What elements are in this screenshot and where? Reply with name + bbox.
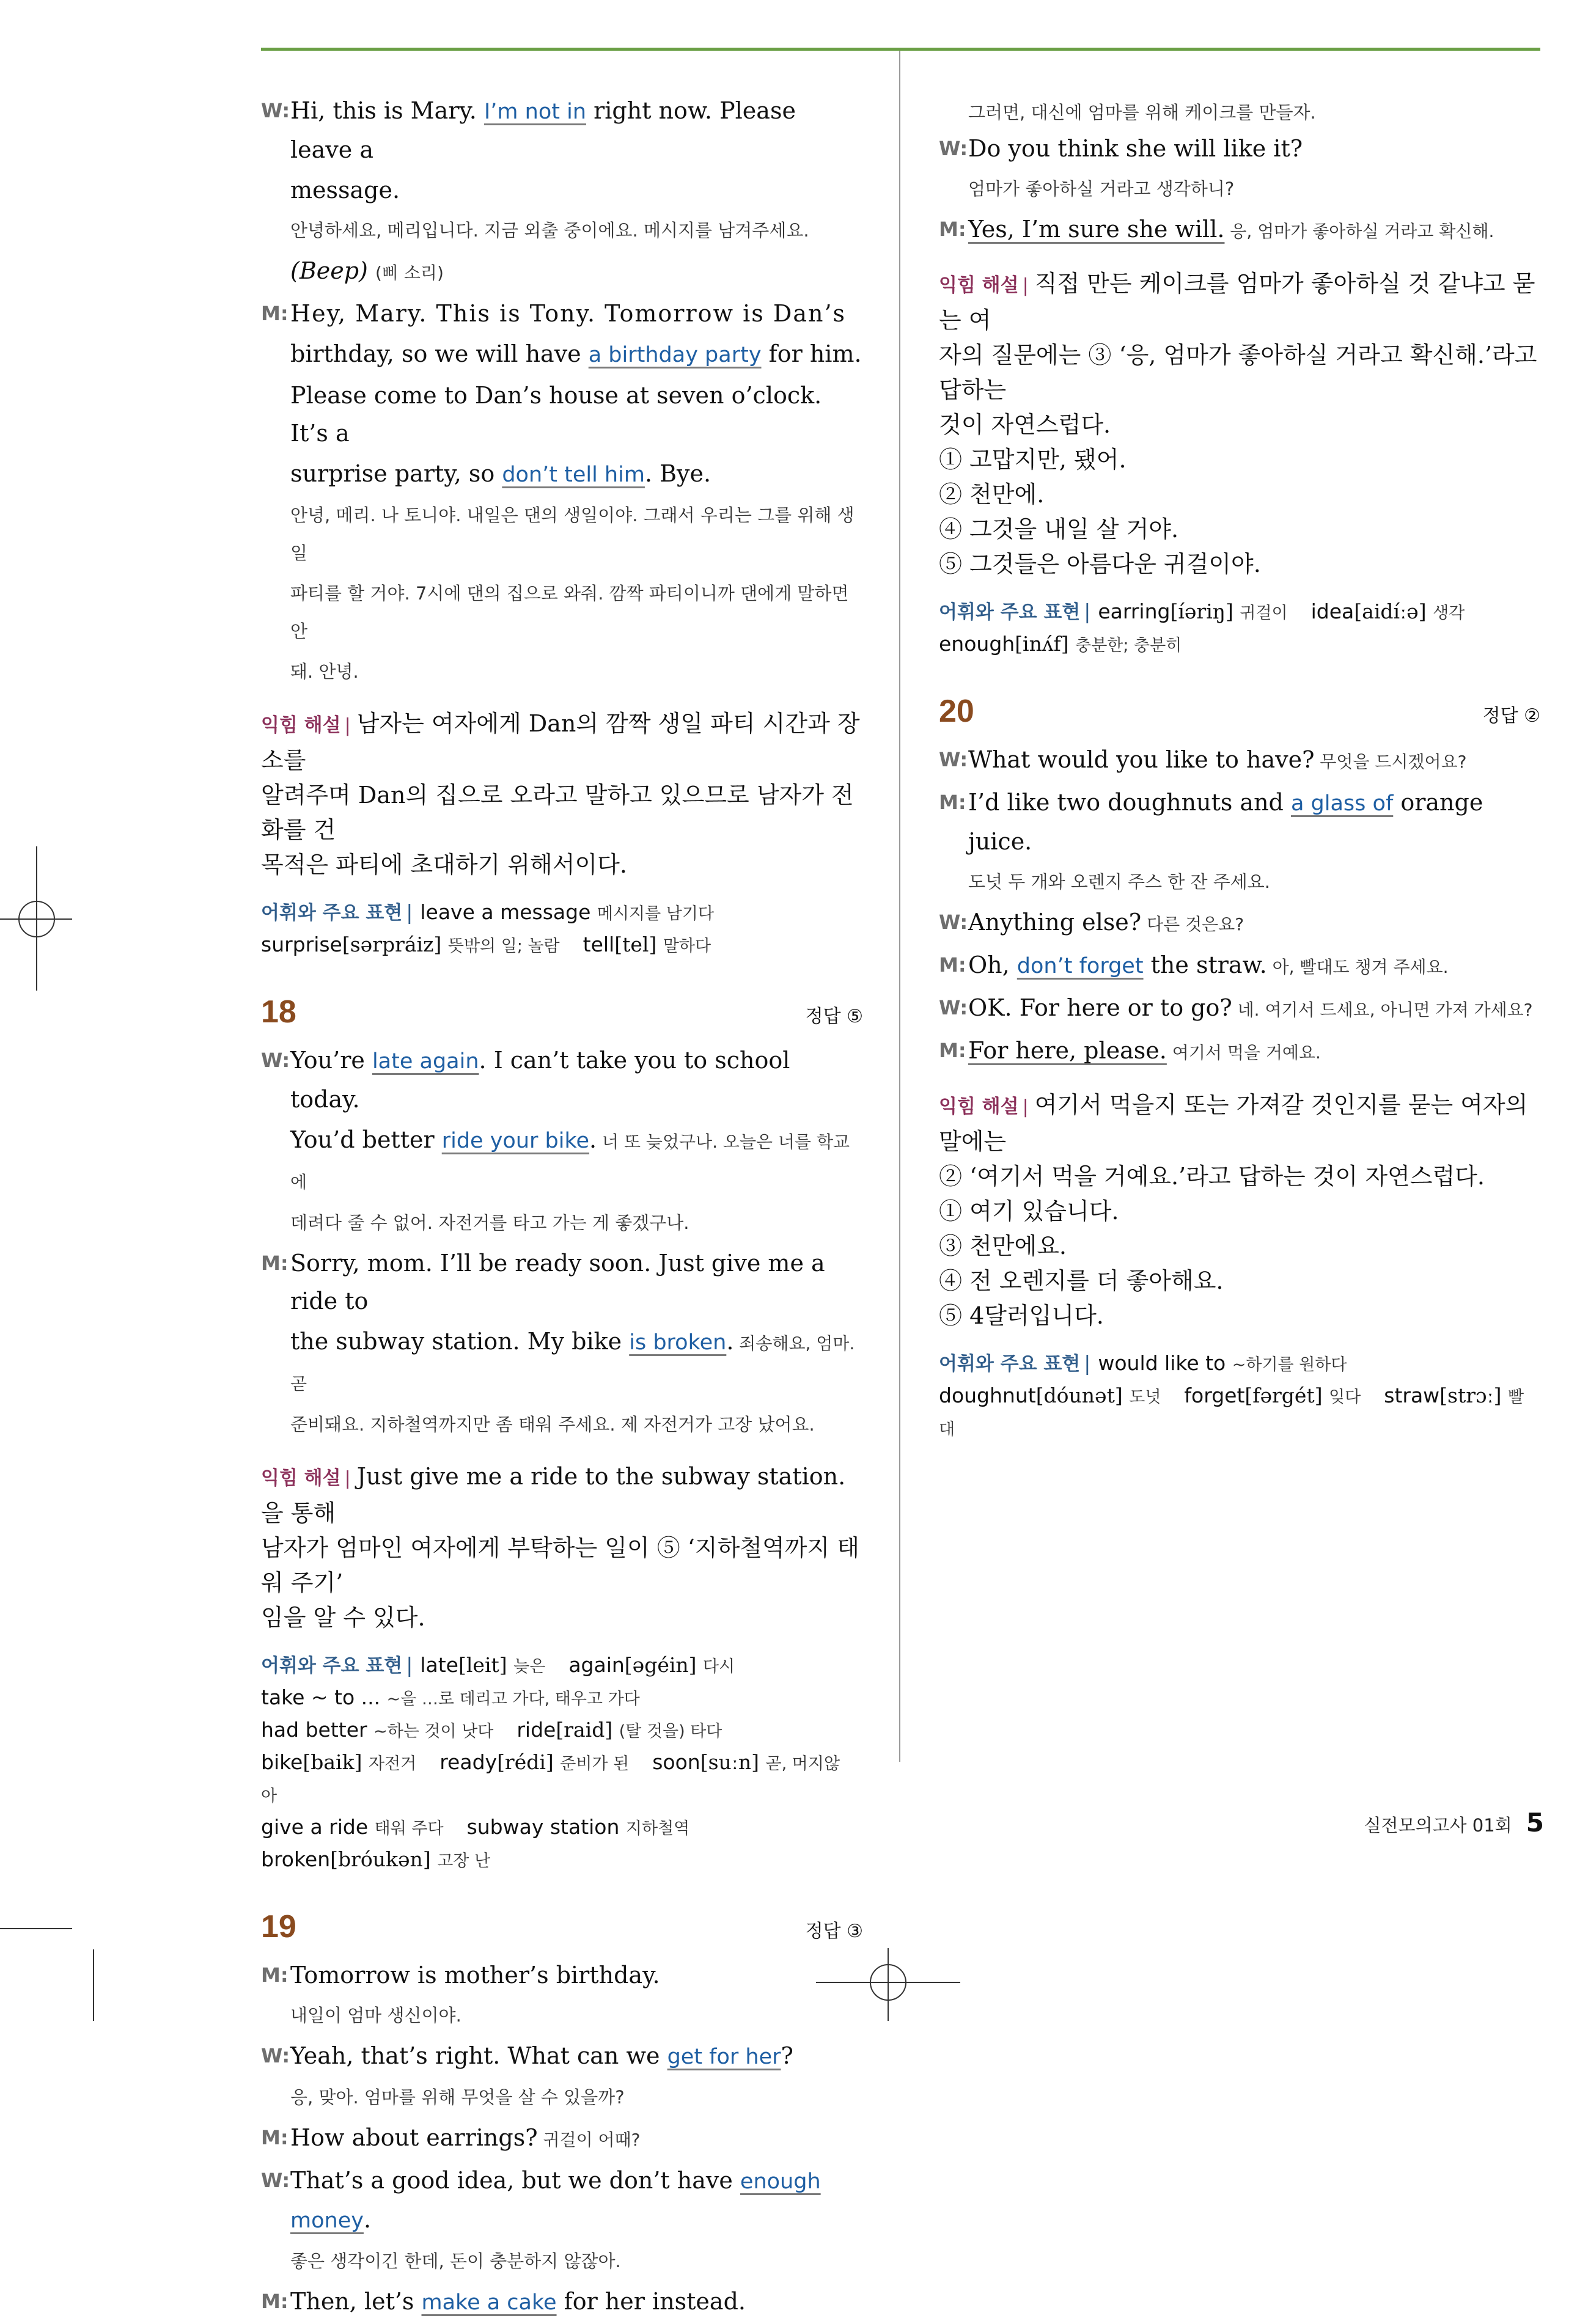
question-number: 20 — [939, 694, 974, 729]
translation: 도넛 두 개와 오렌지 주스 한 잔 주세요. — [968, 871, 1270, 892]
answer-key: 정답 ⑤ — [805, 1006, 863, 1027]
column-divider — [899, 51, 900, 1762]
dialogue-line: Please come to Dan’s house at seven o’clock. It’s a — [290, 382, 822, 447]
translation: 데려다 줄 수 없어. 자전거를 타고 가는 게 좋겠구나. — [290, 1212, 689, 1233]
translation: 응, 맞아. 엄마를 위해 무엇을 살 수 있을까? — [290, 2087, 625, 2108]
page-number: 5 — [1526, 1808, 1544, 1838]
speaker-label: M: — [261, 1252, 289, 1275]
dialogue-line: M: For here, please. 여기서 먹을 거예요. — [939, 1032, 1540, 1072]
dialogue-line: M: Oh, don’t forget the straw. 아, 빨대도 챙겨 주세요. — [939, 946, 1540, 986]
speaker-label: W: — [261, 99, 290, 122]
blank-answer: I’m not in — [483, 100, 587, 124]
question-number: 19 — [261, 1909, 296, 1945]
vocab-heading: 어휘와 주요 표현 — [261, 902, 403, 924]
blank-answer: enough money — [290, 2169, 821, 2233]
explanation-heading: 익힘 해설 — [261, 714, 341, 736]
right-column — [939, 98, 1540, 1445]
q19-vocabulary: 어휘와 주요 표현 | earring[íəriŋ] 귀걸이 idea[aidíːə] 생각 enough[inʌ́f] 충분한; 충분히 — [939, 599, 1465, 656]
q17-vocabulary: 어휘와 주요 표현 | leave a message 메시지를 남기다 surprise[sərpráiz] 뜻밖의 일; 놀람 tell[tel] 말하다 — [261, 900, 715, 956]
speaker-label: M: — [939, 953, 966, 977]
dialogue-line: M: Hey, Mary. This is Tony. Tomorrow is Dan’s — [261, 295, 863, 332]
footer-title: 실전모의고사 01회 — [1364, 1815, 1512, 1836]
blank-answer: ride your bike — [441, 1129, 590, 1153]
q18-explanation: 익힘 해설 | Just give me a ride to the subway station.을 통해 남자가 엄마인 여자에게 부탁하는 일이 ⑤ ‘지하철역까지 태워 주기’ 임을 알 수 있다. — [261, 1463, 859, 1631]
dialogue-line: M: I’d like two doughnuts and a glass of orange juice. — [939, 783, 1540, 860]
dialogue-line: W: Hi, this is Mary. I’m not in right now. Please leave a — [261, 92, 863, 169]
speaker-label: W: — [939, 996, 968, 1019]
answer-underline: For here, please. — [968, 1037, 1167, 1064]
dialogue-line: W: What would you like to have? 무엇을 드시겠어요? — [939, 741, 1540, 781]
speaker-label: M: — [261, 1963, 289, 1987]
translation: 안녕하세요, 메리입니다. 지금 외출 중이에요. 메시지를 남겨주세요. — [290, 220, 809, 241]
dialogue-line: M: Tomorrow is mother’s birthday. — [261, 1956, 863, 1994]
crop-mark-bottom-left-v — [93, 1949, 94, 2021]
explanation-heading: 익힘 해설 — [939, 274, 1019, 296]
blank-answer: is broken — [629, 1330, 727, 1355]
translation: 그러면, 대신에 엄마를 위해 케이크를 만들자. — [968, 102, 1316, 123]
dialogue-line: W: That’s a good idea, but we don’t have enough money. — [261, 2161, 863, 2240]
blank-answer: don’t forget — [1016, 954, 1144, 978]
blank-answer: a birthday party — [588, 343, 762, 367]
page-footer — [1364, 1808, 1544, 1838]
q19-dialogue — [261, 1956, 863, 2322]
vocab-heading: 어휘와 주요 표현 — [261, 1655, 403, 1677]
translation: 준비돼요. 지하철역까지만 좀 태워 주세요. 제 자전거가 고장 났어요. — [290, 1414, 815, 1435]
dialogue-line: birthday, so we will have a birthday party for him. — [290, 340, 862, 367]
blank-answer: make a cake — [421, 2290, 557, 2315]
speaker-label: M: — [261, 2290, 289, 2313]
dialogue-line: the subway station. My bike is broken. 죄송해요, 엄마. 곧 — [290, 1328, 855, 1394]
speaker-label: M: — [939, 218, 966, 241]
dialogue-line: You’d better ride your bike. 너 또 늦었구나. 오늘은 너를 학교에 — [290, 1126, 850, 1192]
dialogue-line: M: Sorry, mom. I’ll be ready soon. Just give me a ride to — [261, 1244, 863, 1320]
dialogue-line: M: How about earrings? 귀걸이 어때? — [261, 2119, 863, 2159]
answer-key: 정답 ② — [1482, 705, 1540, 727]
speaker-label: M: — [939, 791, 966, 814]
vocab-heading: 어휘와 주요 표현 — [939, 601, 1081, 623]
q20-explanation: 익힘 해설 | 여기서 먹을지 또는 가져갈 것인지를 묻는 여자의 말에는 ② ‘여기서 먹을 거예요.’라고 답하는 것이 자연스럽다. ① 여기 있습니다. ③ 천만에요. ④ 전 오렌지를 더 좋아해요. ⑤ 4달러입니다. — [939, 1091, 1528, 1329]
dialogue-line: W: Anything else? 다른 것은요? — [939, 903, 1540, 944]
speaker-label: W: — [261, 2044, 290, 2067]
blank-answer: a glass of — [1290, 791, 1394, 816]
vocab-heading: 어휘와 주요 표현 — [939, 1353, 1081, 1375]
q19-explanation: 익힘 해설 | 직접 만든 케이크를 엄마가 좋아하실 것 같냐고 묻는 여 자의 질문에는 ③ ‘응, 엄마가 좋아하실 거라고 확신해.’라고 답하는 것이 자연스럽다. ① 고맙지만, 됐어. ② 천만에. ④ 그것을 내일 살 거야. ⑤ 그것들은 아름다운 귀걸이야. — [939, 270, 1537, 577]
q18-vocabulary: 어휘와 주요 표현 | late[leit] 늦은 again[əgéin] 다시 take ~ to ... ~을 …로 데리고 가다, 태우고 가다 had better ~하는 것이 낫다 ride[raid] (탈 것을) 타다 bike[baik] 자전거 ready[rédi] 준비가 된 soon[suːn] 곧, 머지않아 give a ride 태워 주다 subway station 지하철역 broken[bróukən] 고장 난 — [261, 1653, 840, 1871]
q18-dialogue — [261, 1041, 863, 1443]
q18-header — [261, 994, 863, 1030]
dialogue-line: M: Then, let’s make a cake for her instead. — [261, 2282, 863, 2322]
q20-vocabulary: 어휘와 주요 표현 | would like to ~하기를 원하다 doughnut[dóunət] 도넛 forget[fərgét] 잊다 straw[strɔː] 빨대 — [939, 1351, 1524, 1439]
dialogue-line: W: You’re late again. I can’t take you to school today. — [261, 1041, 863, 1118]
blank-answer: late again — [372, 1049, 479, 1074]
speaker-label: M: — [939, 1039, 966, 1062]
explanation-heading: 익힘 해설 — [261, 1467, 341, 1489]
explanation-heading: 익힘 해설 — [939, 1096, 1019, 1118]
registration-circle-bottom — [870, 1964, 906, 2001]
translation: 내일이 엄마 생신이야. — [290, 2005, 461, 2026]
answer-underline: Yes, I’m sure she will. — [968, 216, 1225, 243]
question-number: 18 — [261, 994, 296, 1030]
blank-answer: don’t tell him — [502, 463, 645, 487]
q19-header — [261, 1908, 863, 1945]
top-rule — [261, 48, 1540, 51]
translation: 안녕, 메리. 나 토니야. 내일은 댄의 생일이야. 그래서 우리는 그를 위해 생일 — [290, 505, 855, 563]
translation: 돼. 안녕. — [290, 661, 359, 682]
registration-circle-left — [18, 901, 55, 937]
translation: 엄마가 좋아하실 거라고 생각하니? — [968, 178, 1235, 199]
dialogue-line: (Beep) (삐 소리) — [290, 257, 444, 284]
speaker-label: M: — [261, 302, 289, 325]
dialogue-line: message. — [290, 177, 400, 203]
left-column — [261, 92, 863, 2324]
speaker-label: W: — [261, 1049, 290, 1072]
dialogue-line: W: Do you think she will like it? — [939, 130, 1540, 167]
translation: 좋은 생각이긴 한데, 돈이 충분하지 않잖아. — [290, 2251, 621, 2271]
dialogue-line: surprise party, so don’t tell him. Bye. — [290, 460, 711, 487]
crop-mark-bottom-left-h — [0, 1928, 72, 1929]
speaker-label: W: — [261, 2169, 290, 2192]
dialogue-line: M: Yes, I’m sure she will. 응, 엄마가 좋아하실 거라고 확신해. — [939, 210, 1540, 251]
dialogue-line: W: Yeah, that’s right. What can we get for her? — [261, 2037, 863, 2076]
answer-key: 정답 ③ — [805, 1921, 863, 1942]
speaker-label: W: — [939, 137, 968, 160]
speaker-label: W: — [939, 748, 968, 771]
speaker-label: M: — [261, 2126, 289, 2149]
q20-dialogue — [939, 741, 1540, 1072]
translation: 파티를 할 거야. 7시에 댄의 집으로 와줘. 깜짝 파티이니까 댄에게 말하면 안 — [290, 583, 849, 642]
blank-answer: get for her — [667, 2045, 781, 2069]
q17-explanation: 익힘 해설 | 남자는 여자에게 Dan의 깜짝 생일 파티 시간과 장소를 알려주며 Dan의 집으로 오라고 말하고 있으므로 남자가 전화를 건 목적은 파티에 초대하기 위해서이다. — [261, 710, 860, 878]
q17-dialogue — [261, 92, 863, 691]
q20-header — [939, 693, 1540, 730]
dialogue-line: W: OK. For here or to go? 네. 여기서 드세요, 아니면 가져 가세요? — [939, 989, 1540, 1029]
speaker-label: W: — [939, 911, 968, 934]
q19-dialogue-cont — [939, 98, 1540, 251]
